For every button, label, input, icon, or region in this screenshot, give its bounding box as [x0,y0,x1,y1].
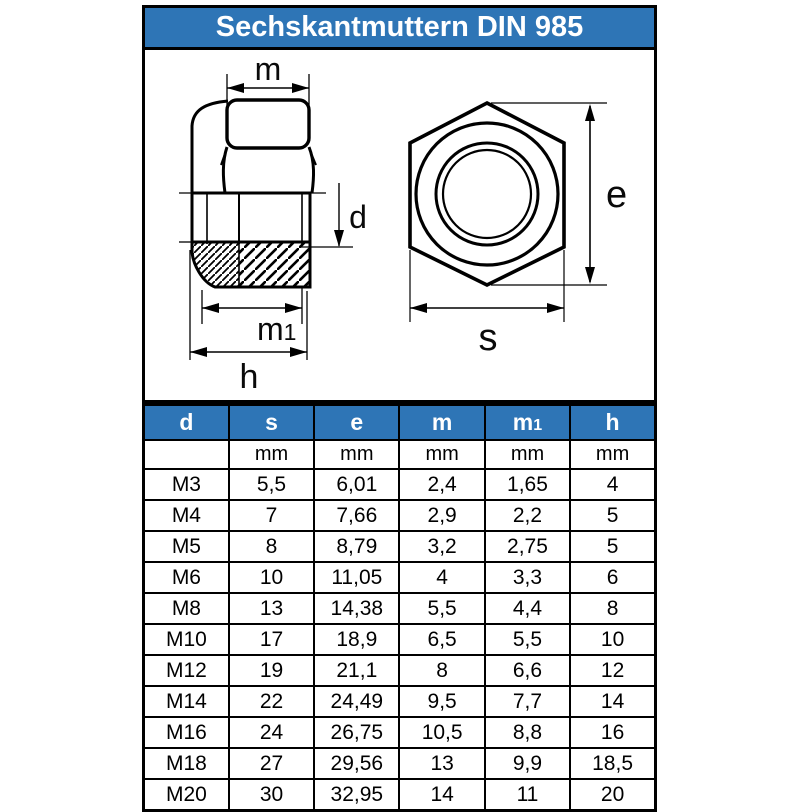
size-cell: M4 [144,500,229,531]
value-cell: 10 [570,624,655,655]
unit-cell: mm [485,440,570,469]
size-cell: M5 [144,531,229,562]
value-cell: 14 [399,779,484,811]
dimension-label-m: m [254,51,282,87]
value-cell: 26,75 [314,717,399,748]
arrowhead-down-icon [334,230,344,247]
column-header: h [570,405,655,441]
datasheet [142,5,657,812]
table-row [144,593,656,624]
value-cell: 13 [229,593,314,624]
value-cell: 5,5 [399,593,484,624]
nylon-cap-outline [227,100,309,148]
value-cell: 6 [570,562,655,593]
value-cell: 9,9 [485,748,570,779]
arrowhead-right-icon [547,303,564,313]
value-cell: 9,5 [399,686,484,717]
value-cell: 5,5 [229,469,314,500]
unit-cell [144,440,229,469]
value-cell: 17 [229,624,314,655]
table-row [144,469,656,500]
table-row [144,779,656,811]
size-cell: M3 [144,469,229,500]
table-row [144,748,656,779]
unit-cell: mm [570,440,655,469]
value-cell: 16 [570,717,655,748]
arrowhead-right-icon [290,347,307,357]
value-cell: 24 [229,717,314,748]
value-cell: 8 [399,655,484,686]
size-cell: M8 [144,593,229,624]
hexagon-outline [410,103,564,285]
table-row [144,717,656,748]
column-header: e [314,405,399,441]
technical-drawing [145,50,654,397]
table-row [144,624,656,655]
arrowhead-left-icon [227,83,244,93]
unit-cell: mm [314,440,399,469]
value-cell: 8 [229,531,314,562]
value-cell: 11 [485,779,570,811]
value-cell: 2,9 [399,500,484,531]
value-cell: 4 [399,562,484,593]
dimensions-table [142,403,657,812]
size-cell: M14 [144,686,229,717]
value-cell: 4,4 [485,593,570,624]
unit-cell: mm [399,440,484,469]
value-cell: 10,5 [399,717,484,748]
value-cell: 5,5 [485,624,570,655]
table-row [144,500,656,531]
value-cell: 14 [570,686,655,717]
value-cell: 7,7 [485,686,570,717]
value-cell: 22 [229,686,314,717]
arrowhead-right-icon [292,83,309,93]
size-cell: M10 [144,624,229,655]
table-row [144,655,656,686]
page-title: Sechskantmuttern DIN 985 [142,5,657,50]
value-cell: 11,05 [314,562,399,593]
size-cell: M18 [144,748,229,779]
table-header [144,405,656,441]
arrowhead-right-icon [285,303,302,313]
value-cell: 2,4 [399,469,484,500]
column-header: m1 [485,405,570,441]
size-cell: M20 [144,779,229,811]
value-cell: 14,38 [314,593,399,624]
dimension-label-s: s [478,317,498,359]
top-view-drawing [410,103,627,359]
value-cell: 8,8 [485,717,570,748]
value-cell: 8 [570,593,655,624]
value-cell: 12 [570,655,655,686]
column-header: m [399,405,484,441]
dimension-label-m1: m1 [257,311,297,347]
table-row [144,531,656,562]
arrowhead-left-icon [202,303,219,313]
column-header: d [144,405,229,441]
value-cell: 1,65 [485,469,570,500]
value-cell: 18,9 [314,624,399,655]
unit-cell: mm [229,440,314,469]
value-cell: 2,2 [485,500,570,531]
table-row [144,562,656,593]
value-cell: 20 [570,779,655,811]
value-cell: 32,95 [314,779,399,811]
size-cell: M16 [144,717,229,748]
arrowhead-left-icon [410,303,427,313]
drawing-box [142,50,657,403]
value-cell: 3,3 [485,562,570,593]
value-cell: 10 [229,562,314,593]
value-cell: 4 [570,469,655,500]
value-cell: 8,79 [314,531,399,562]
dimension-label-h: h [239,358,259,396]
value-cell: 27 [229,748,314,779]
size-cell: M6 [144,562,229,593]
value-cell: 30 [229,779,314,811]
size-cell: M12 [144,655,229,686]
value-cell: 19 [229,655,314,686]
value-cell: 6,01 [314,469,399,500]
value-cell: 18,5 [570,748,655,779]
value-cell: 7,66 [314,500,399,531]
arrowhead-up-icon [585,104,595,121]
value-cell: 24,49 [314,686,399,717]
value-cell: 5 [570,500,655,531]
dimension-label-e: e [606,174,628,216]
value-cell: 6,5 [399,624,484,655]
table-body [144,440,656,811]
unit-row [144,440,656,469]
value-cell: 13 [399,748,484,779]
value-cell: 2,75 [485,531,570,562]
column-header: s [229,405,314,441]
value-cell: 7 [229,500,314,531]
header-row [144,405,656,441]
value-cell: 21,1 [314,655,399,686]
value-cell: 6,6 [485,655,570,686]
arrowhead-down-icon [585,267,595,284]
value-cell: 29,56 [314,748,399,779]
dimension-label-d: d [349,199,367,235]
side-view-drawing [179,51,367,396]
value-cell: 3,2 [399,531,484,562]
value-cell: 5 [570,531,655,562]
arrowhead-left-icon [190,347,207,357]
table-row [144,686,656,717]
